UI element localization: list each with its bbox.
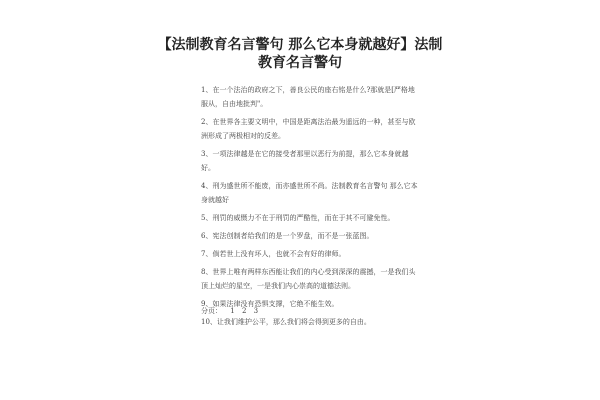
page-link-1[interactable]: 1 bbox=[230, 307, 235, 315]
page-link-2[interactable]: 2 bbox=[241, 307, 247, 315]
quote-item-2: 2、在世界各主要文明中，中国是距离法治最为遥远的一种，甚至与欧洲形成了两极相对的反差。 bbox=[201, 118, 416, 140]
quote-list bbox=[201, 83, 421, 333]
page-link-3[interactable]: 3 bbox=[253, 307, 259, 315]
quote-item-6: 6、宪法创制者给我们的是一个罗盘，而不是一张蓝图。 bbox=[201, 232, 374, 240]
quote-item-4: 4、刑为盛世所不能废，而亦盛世所不尚。法制教育名言警句 那么它本身就越好 bbox=[201, 182, 418, 204]
document-title-line2: 教育名言警句 bbox=[258, 55, 342, 71]
quote-item-1: 1、在一个法治的政府之下，善良公民的座右铭是什么?那就是[严格地服从，自由地批判"。 bbox=[201, 86, 415, 108]
quote-item-9: 9、如果法律没有恐惧支撑，它绝不能生效。 bbox=[201, 300, 339, 308]
pagination-label: 分页： bbox=[201, 307, 222, 315]
quote-item-5: 5、刑罚的威慑力不在于刑罚的严酷性，而在于其不可避免性。 bbox=[201, 214, 395, 222]
quote-item-3: 3、一项法律越是在它的接受者那里以恶行为前提，那么它本身就越好。 bbox=[201, 150, 409, 172]
quote-item-10: 10、让我们维护公平，那么我们将会得到更多的自由。 bbox=[201, 318, 371, 326]
pagination bbox=[201, 304, 263, 318]
document-title-line1: 【法制教育名言警句 那么它本身就越好】法制 bbox=[157, 37, 443, 53]
quote-item-8: 8、世界上唯有两样东西能让我们的内心受到深深的震撼，一是我们头顶上灿烂的星空，一是我们内心崇高的道德法则。 bbox=[201, 268, 416, 290]
quote-item-7: 7、倘若世上没有坏人，也就不会有好的律师。 bbox=[201, 250, 346, 258]
